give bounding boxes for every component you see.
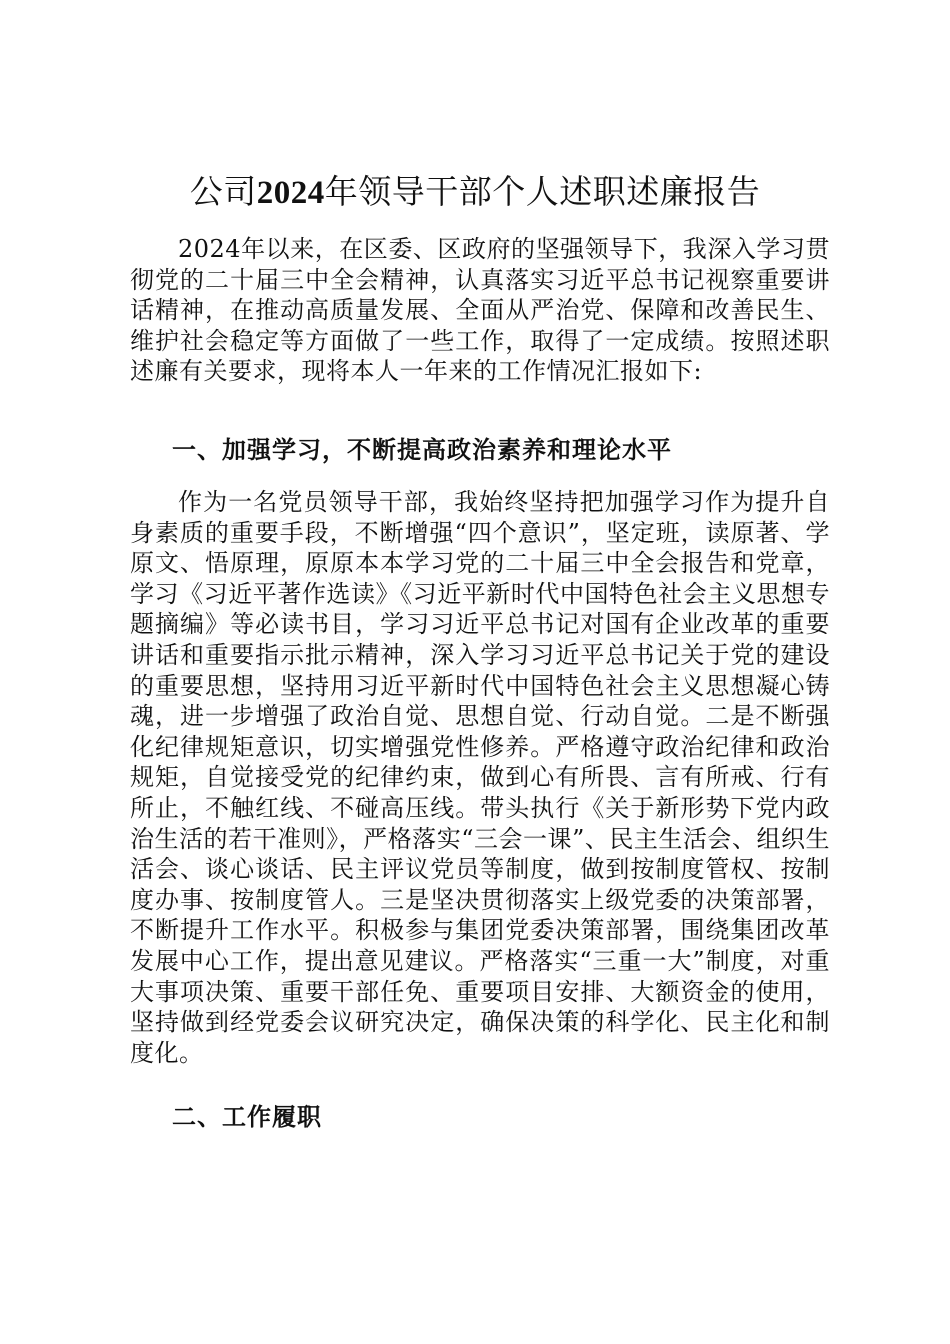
document-title [0, 168, 950, 217]
title-year: 2024 [256, 175, 325, 211]
title-prefix: 公司 [189, 172, 257, 211]
section-2-heading: 二、工作履职 [172, 1103, 322, 1131]
intro-paragraph: 2024年以来，在区委、区政府的坚强领导下，我深入学习贯彻党的二十届三中全会精神，认真落实习近平总书记视察重要讲话精神，在推动高质量发展、全面从严治党、保障和改善民生、维护社会稳定等方面做了一些工作，取得了一定成绩。按照述职述廉有关要求，现将本人一年来的工作情况汇报如下: [130, 235, 830, 386]
title-suffix: 年领导干部个人述职述廉报告 [324, 172, 761, 211]
section-1-heading: 一、加强学习，不断提高政治素养和理论水平 [172, 436, 672, 464]
section-1-paragraph: 作为一名党员领导干部，我始终坚持把加强学习作为提升自身素质的重要手段，不断增强“四个意识”，坚定班，读原著、学原文、悟原理，原原本本学习党的二十届三中全会报告和党章，学习《习近平著作选读》《习近平新时代中国特色社会主义思想专题摘编》等必读书目，学习习近平总书记对国有企业改革的重要讲话和重要指示批示精神，深入学习习近平总书记关于党的建设的重要思想，坚持用习近平新时代中国特色社会主义思想凝心铸魂，进一步增强了政治自觉、思想自觉、行动自觉。二是不断强化纪律规矩意识，切实增强党性修养。严格遵守政治纪律和政治规矩，自觉接受党的纪律约束，做到心有所畏、言有所戒、行有所止，不触红线、不碰高压线。带头执行《关于新形势下党内政治生活的若干准则》，严格落实“三会一课”、民主生活会、组织生活会、谈心谈话、民主评议党员等制度，做到按制度管权、按制度办事、按制度管人。三是坚决贯彻落实上级党委的决策部署，不断提升工作水平。积极参与集团党委决策部署，围绕集团改革发展中心工作，提出意见建议。严格落实“三重一大”制度，对重大事项决策、重要干部任免、重要项目安排、大额资金的使用，坚持做到经党委会议研究决定，确保决策的科学化、民主化和制度化。 [130, 488, 830, 1067]
